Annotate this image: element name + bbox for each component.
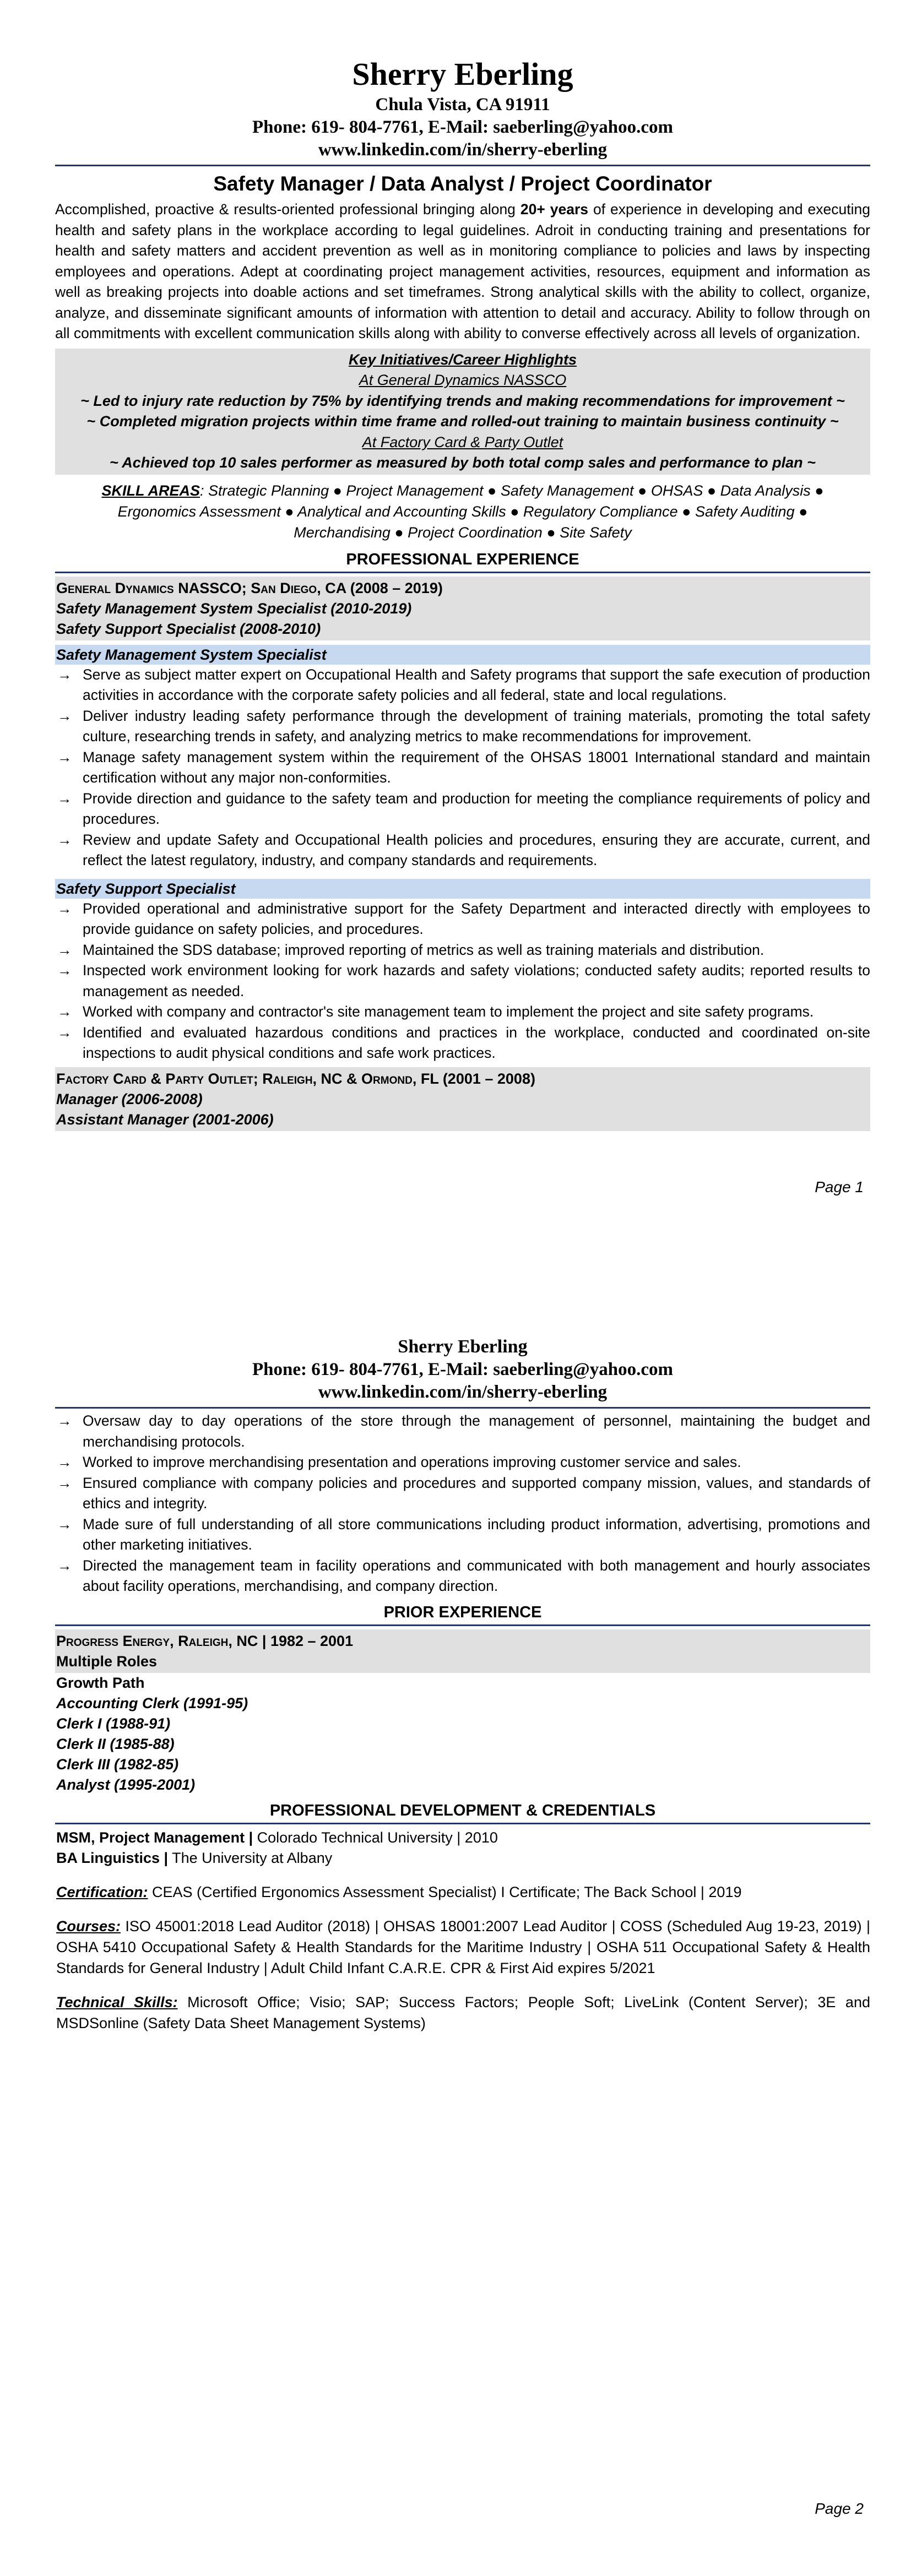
candidate-name: Sherry Eberling	[398, 1336, 528, 1357]
job-header-nassco	[55, 577, 870, 640]
highlights-employer-2: At Factory Card & Party Outlet	[362, 433, 563, 450]
list-item: → Provided operational and administrative support for the Safety Department and interacted directly with employees to provide guidance on safety policies, and procedures.	[57, 900, 870, 937]
list-item: → Inspected work environment looking for work hazards and safety violations; conducted safety audits; reported results to management as needed.	[57, 962, 870, 999]
list-item: → Oversaw day to day operations of the store through the management of personnel, maintaining the budget and merchandising protocols.	[57, 1412, 870, 1450]
highlight-item: ~ Led to injury rate reduction by 75% by identifying trends and making recommendations for improvement ~	[80, 392, 845, 409]
courses: Courses: ISO 45001:2018 Lead Auditor (2018) | OHSAS 18001:2007 Lead Auditor | COSS (Scheduled Aug 19-23, 2019) | OSHA 5410 Occupational Safety & Health Standards for the Maritime Industry | OSHA 511 Occupational Safety & Health Standards for General Industry | Adult Child Infant C.A.R.E. CPR & First Aid expires 5/2021	[56, 1917, 870, 1976]
list-item: → Manage safety management system within the requirement of the OHSAS 18001 International standard and maintain certification without any major non-conformities.	[57, 748, 870, 786]
linkedin-url: www.linkedin.com/in/sherry-eberling	[318, 1382, 608, 1402]
multiple-roles: Multiple Roles	[56, 1653, 158, 1670]
education-entry: MSM, Project Management | Colorado Technical University | 2010	[56, 1829, 498, 1846]
linkedin-url: www.linkedin.com/in/sherry-eberling	[318, 140, 608, 160]
job-header-factory-card	[55, 1067, 870, 1131]
header-divider	[55, 165, 870, 166]
employer: Factory Card & Party Outlet; Raleigh, NC & Ormond, FL (2001 – 2008)	[56, 1070, 535, 1087]
header-divider	[55, 1407, 870, 1409]
list-item: → Worked with company and contractor's site management team to implement the project and site safety programs.	[57, 1003, 814, 1020]
certification: Certification: CEAS (Certified Ergonomics Assessment Specialist) I Certificate; The Back School | 2019	[56, 1883, 742, 1900]
job-role: Analyst (1995-2001)	[56, 1776, 196, 1793]
highlights-employer-1: At General Dynamics NASSCO	[359, 372, 567, 388]
skill-areas: SKILL AREAS: Strategic Planning ● Project Management ● Safety Management ● OHSAS ● Data Analysis ● Ergonomics Assessment ● Analytical and Accounting Skills ● Regulatory Compliance ● Safety Auditing ● Merchandising ● Project Coordination ● Site Safety	[101, 482, 824, 541]
bullet-list	[55, 665, 870, 871]
list-item: → Serve as subject matter expert on Occupational Health and Safety programs that support the safe execution of production activities in accordance with the corporate safety policies and all federal, state and local regulations.	[57, 666, 870, 703]
section-heading-experience: PROFESSIONAL EXPERIENCE	[346, 550, 579, 568]
page-1	[55, 55, 870, 1131]
subrole-heading: Safety Management System Specialist	[55, 645, 870, 665]
list-item: → Ensured compliance with company policies and procedures and supported company mission, values, and standards of ethics and integrity.	[57, 1474, 870, 1512]
list-item: → Deliver industry leading safety performance through the development of training materials, promoting the total safety culture, researching trends in safety, and analyzing metrics to make recommendations for improvement.	[57, 707, 870, 744]
job-role: Manager (2006-2008)	[56, 1090, 203, 1107]
location: Chula Vista, CA 91911	[375, 95, 550, 115]
bullet-list	[55, 1411, 870, 1597]
summary-paragraph: Accomplished, proactive & results-oriented professional bringing along 20+ years of experience in developing and executing health and safety plans in the workplace according to legal guidelines. Adroit in conducting training and presentations for health and safety matters and accident prevention as well as in monitoring compliance to policies and laws by inspecting employees and operations. Adept at coordinating project management activities, resources, equipment and information as well as breaking projects into doable actions and set timeframes. Strong analytical skills with the ability to collect, organize, analyze, and disseminate significant amounts of information with attention to detail and accuracy. Ability to follow through on all commitments with excellent communication skills along with ability to converse effectively across all levels of organization.	[55, 201, 870, 341]
job-role: Clerk III (1982-85)	[56, 1756, 179, 1773]
technical-skills: Technical Skills: Microsoft Office; Visio; SAP; Success Factors; People Soft; LiveLink (Content Server); 3E and MSDSonline (Safety Data Sheet Management Systems)	[56, 1993, 870, 2031]
list-item: → Maintained the SDS database; improved reporting of metrics as well as training materials and distribution.	[57, 941, 764, 958]
list-item: → Identified and evaluated hazardous conditions and practices in the workplace, conducted and coordinated on-site inspections to audit physical conditions and safe work practices.	[57, 1024, 870, 1061]
section-divider	[55, 1823, 870, 1824]
education-entry: BA Linguistics | The University at Albany	[56, 1849, 333, 1866]
phone-email: Phone: 619- 804-7761, E-Mail: saeberling@yahoo.com	[252, 117, 673, 137]
growth-path: Growth Path	[56, 1674, 145, 1691]
bullet-list	[55, 899, 870, 1064]
job-role: Assistant Manager (2001-2006)	[56, 1111, 274, 1128]
list-item: → Worked to improve merchandising presentation and operations improving customer service and sales.	[57, 1454, 741, 1470]
list-item: → Provide direction and guidance to the safety team and production for meeting the compliance requirements of policy and procedures.	[57, 790, 870, 827]
section-heading-prior: PRIOR EXPERIENCE	[383, 1603, 542, 1621]
list-item: → Review and update Safety and Occupational Health policies and procedures, ensuring they are accurate, current, and reflect the latest regulatory, industry, and company standards and requirements.	[57, 831, 870, 868]
job-role: Clerk II (1985-88)	[56, 1735, 175, 1752]
job-header-progress-energy	[55, 1629, 870, 1673]
phone-email: Phone: 619- 804-7761, E-Mail: saeberling@yahoo.com	[252, 1360, 673, 1379]
list-item: → Made sure of full understanding of all store communications including product information, advertising, promotions and other marketing initiatives.	[57, 1515, 870, 1553]
section-divider	[55, 1624, 870, 1626]
job-role: Safety Support Specialist (2008-2010)	[56, 620, 321, 637]
years-highlight: 20+ years	[520, 201, 589, 218]
subrole-heading: Safety Support Specialist	[55, 879, 870, 899]
page-number: Page 2	[815, 2500, 864, 2517]
section-divider	[55, 572, 870, 573]
highlight-item: ~ Completed migration projects within time frame and rolled-out training to maintain business continuity ~	[86, 413, 839, 430]
highlights-box	[55, 349, 870, 475]
highlight-item: ~ Achieved top 10 sales performer as measured by both total comp sales and performance to plan ~	[110, 454, 816, 471]
list-item: → Directed the management team in facility operations and communicated with both management and hourly associates about facility operations, merchandising, and company direction.	[57, 1557, 870, 1594]
employer: Progress Energy, Raleigh, NC | 1982 – 2001	[56, 1632, 354, 1649]
page-number: Page 1	[815, 1178, 864, 1195]
job-role: Safety Management System Specialist (2010-2019)	[56, 600, 412, 617]
highlights-heading: Key Initiatives/Career Highlights	[348, 351, 577, 368]
candidate-name: Sherry Eberling	[352, 56, 573, 92]
employer: General Dynamics NASSCO; San Diego, CA (2008 – 2019)	[56, 579, 443, 596]
skill-areas-label: SKILL AREAS	[101, 482, 200, 499]
job-role: Clerk I (1988-91)	[56, 1715, 171, 1732]
profile-title: Safety Manager / Data Analyst / Project Coordinator	[213, 172, 712, 195]
page-2	[55, 1335, 870, 2034]
job-role: Accounting Clerk (1991-95)	[56, 1694, 248, 1711]
section-heading-development: PROFESSIONAL DEVELOPMENT & CREDENTIALS	[269, 1801, 656, 1819]
